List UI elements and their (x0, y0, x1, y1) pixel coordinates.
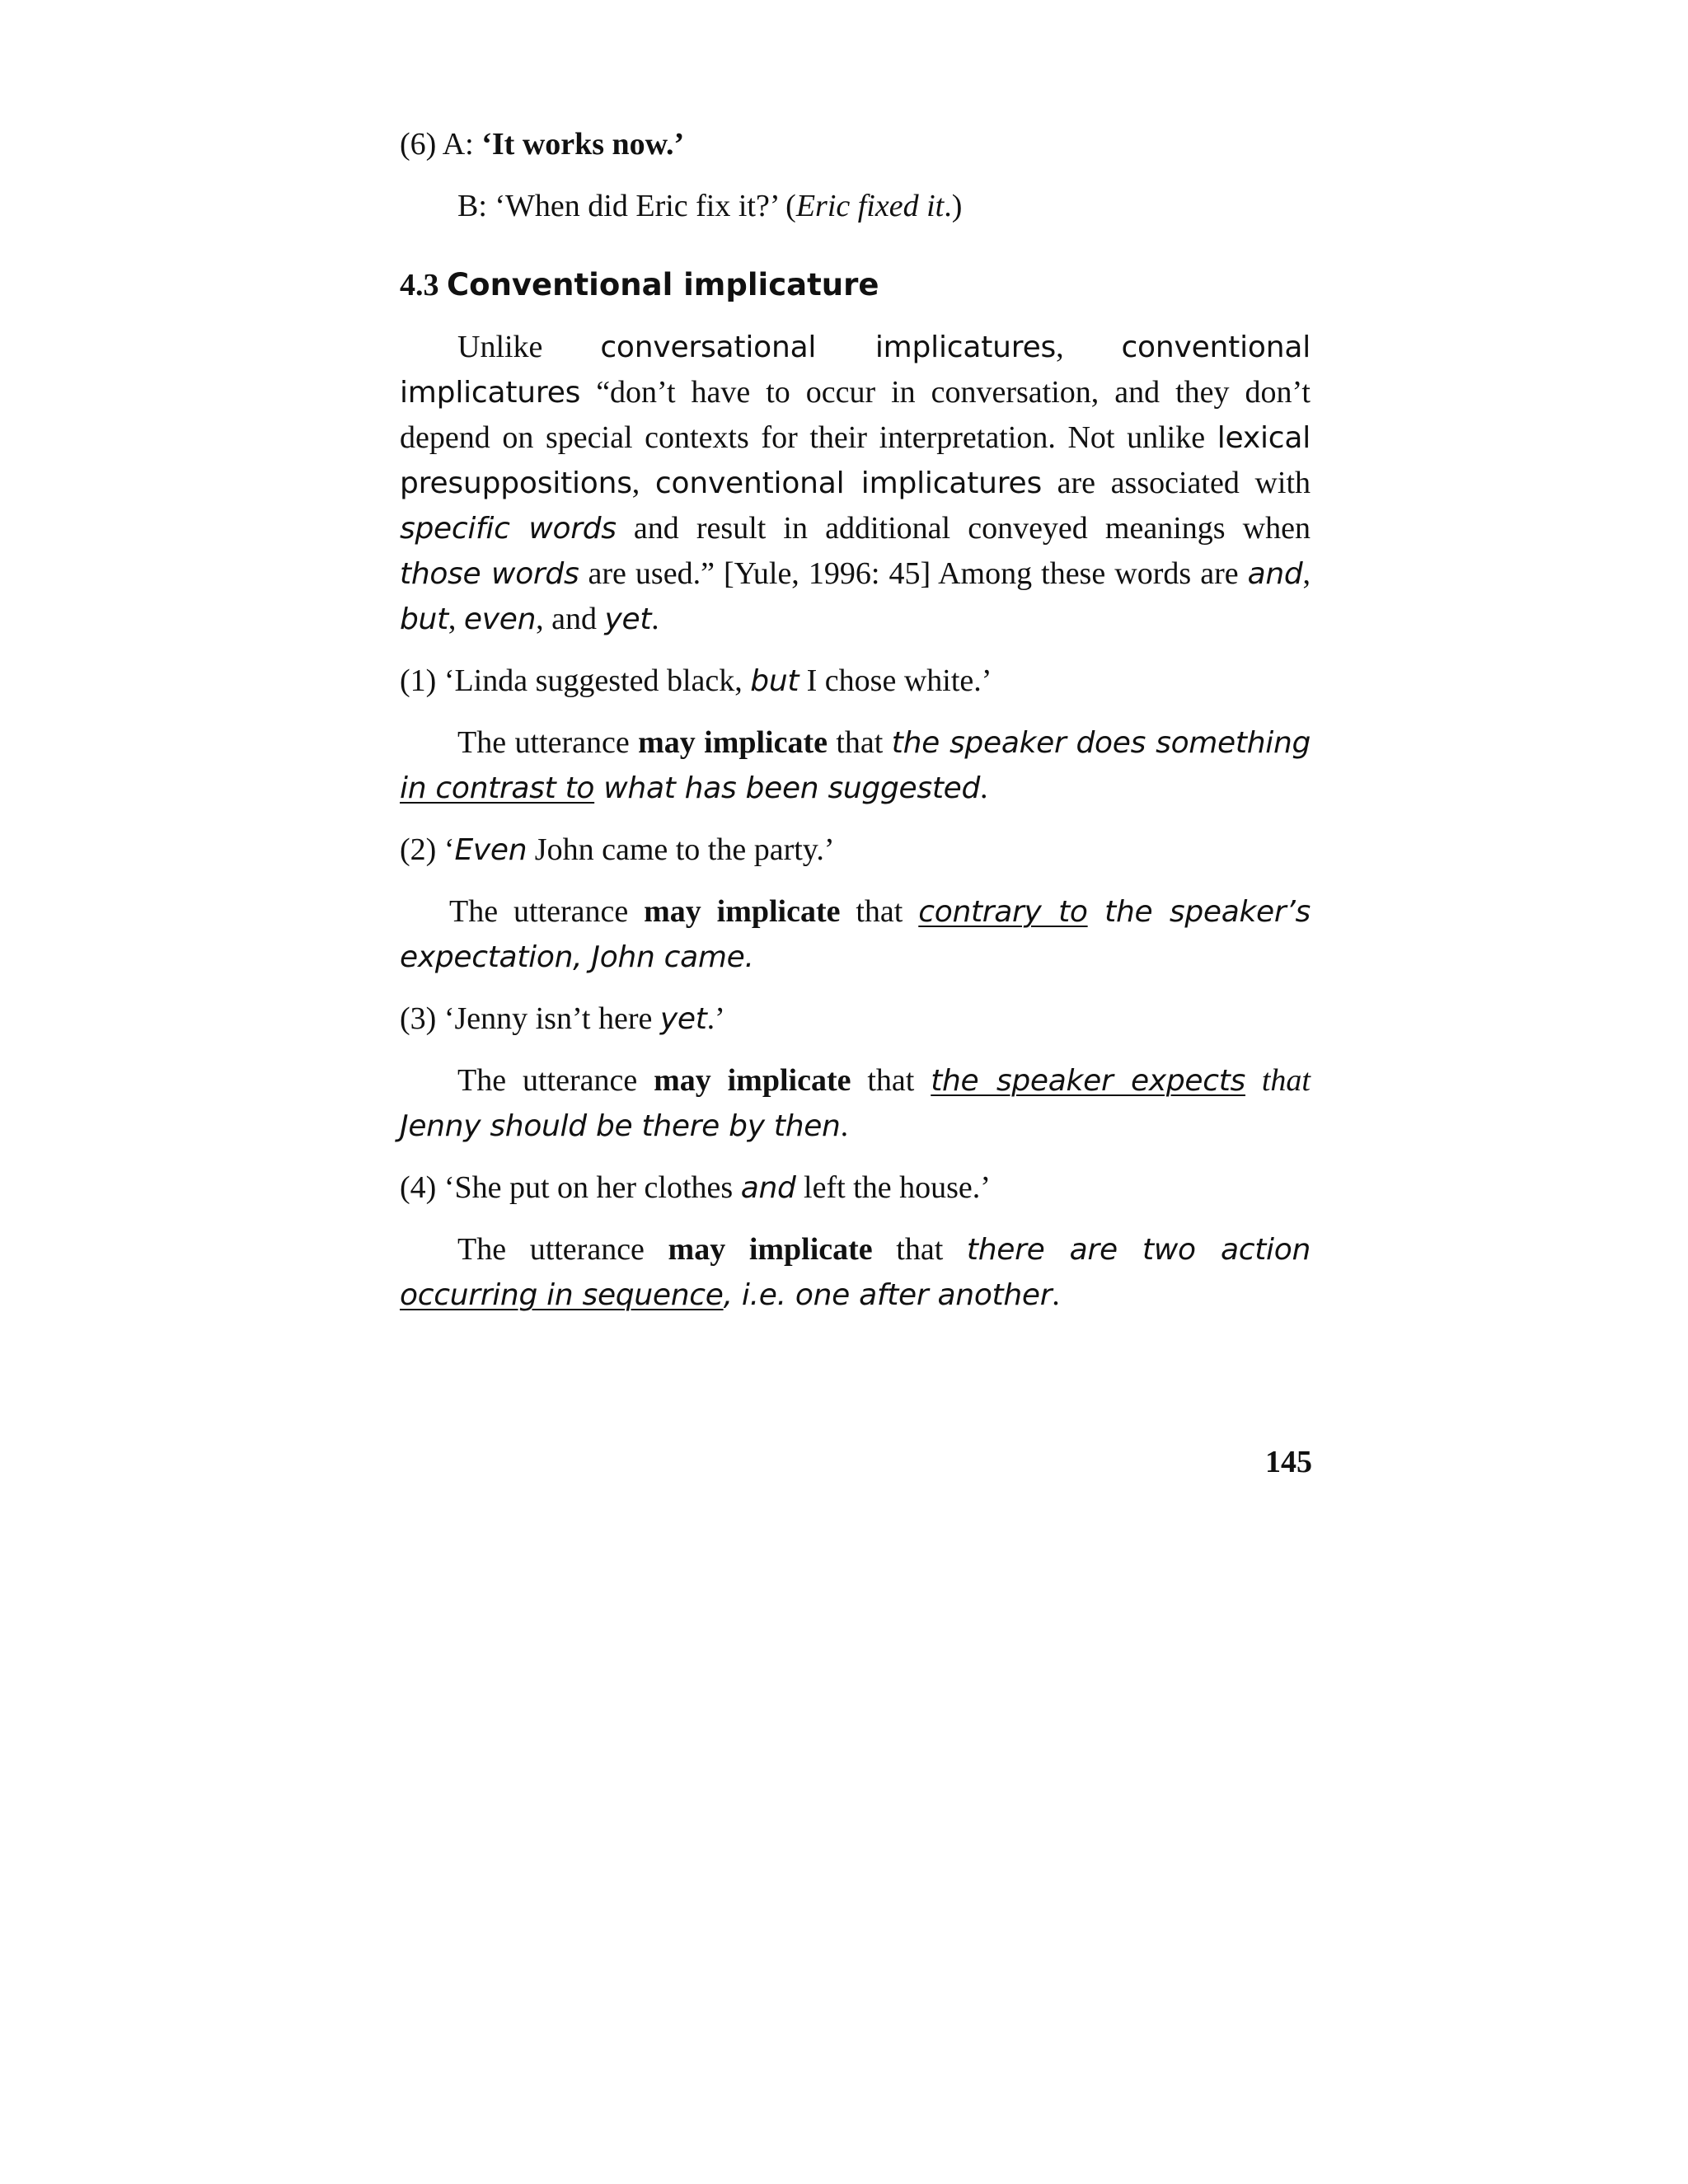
example-4-explanation: The utterance may implicate that there are two action occurring in sequence, i.e. one after another. (400, 1232, 1311, 1312)
example-6-line-a: (6) A: ‘It works now.’ (400, 127, 685, 162)
example-1-explanation: The utterance may implicate that the speaker does something in contrast to what has been suggested. (400, 725, 1311, 805)
intro-paragraph: Unlike conversational implicatures, conventional implicatures “don’t have to occur in conversation, and they don’t depend on special contexts for their interpretation. Not unlike lexical presuppositions, conventional implicatures are associated with specific words and result in additional conveyed meanings when those words are used.” [Yule, 1996: 45] Among these words are and, but, even, and yet. (400, 330, 1311, 636)
page-number: 145 (1265, 1445, 1312, 1479)
example-1-sentence: (1) ‘Linda suggested black, but I chose white.’ (400, 663, 992, 698)
example-2-explanation: The utterance may implicate that contrary to the speaker’s expectation, John came. (400, 894, 1311, 974)
example-4-sentence: (4) ‘She put on her clothes and left the house.’ (400, 1170, 991, 1205)
example-2-sentence: (2) ‘Even John came to the party.’ (400, 832, 835, 867)
example-3-sentence: (3) ‘Jenny isn’t here yet.’ (400, 1001, 725, 1036)
example-3-explanation: The utterance may implicate that the speaker expects that Jenny should be there by then. (400, 1063, 1311, 1143)
page-content (400, 115, 1311, 1318)
example-6-line-b: B: ‘When did Eric fix it?’ (Eric fixed it.) (457, 189, 963, 223)
section-heading: 4.3 Conventional implicature (400, 267, 879, 302)
